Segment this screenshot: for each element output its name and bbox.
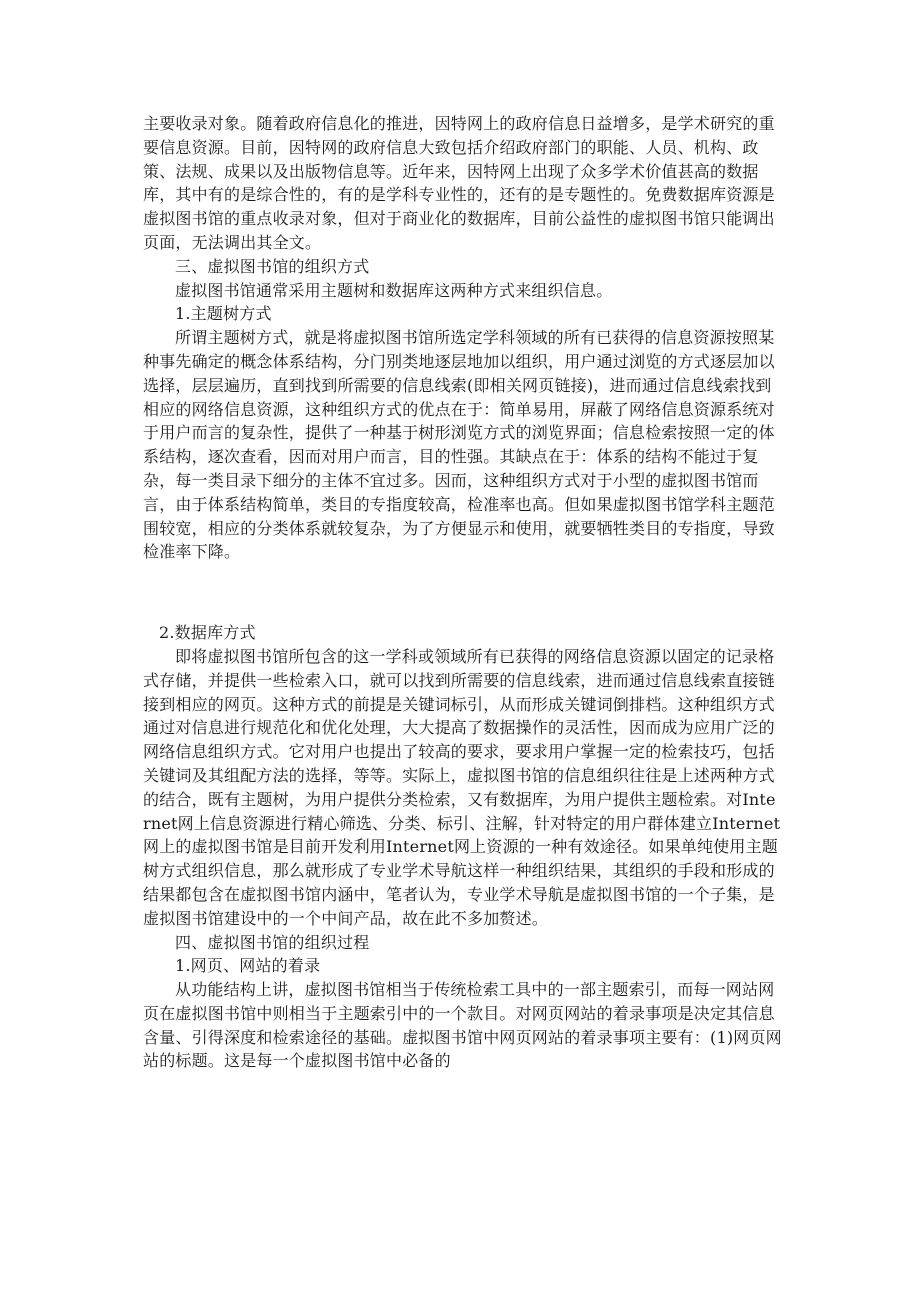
cataloging-paragraph: 从功能结构上讲，虚拟图书馆相当于传统检索工具中的一部主题索引，而每一网站网页在虚拟图书馆中则相当于主题索引中的一个款目。对网页网站的着录事项是决定其信息含量、引得深度和检索途径的基础。虚拟图书馆中网页网站的着录事项主要有：(1)网页网站的标题。这是每一个虚拟图书馆中必备的 bbox=[143, 980, 782, 1071]
section-heading-organization-methods: 三、虚拟图书馆的组织方式 bbox=[175, 256, 370, 276]
document-page bbox=[143, 112, 783, 1073]
subject-tree-paragraph: 所谓主题树方式，就是将虚拟图书馆所选定学科领域的所有已获得的信息资源按照某种事先确定的概念体系结构，分门别类地逐层地加以组织，用户通过浏览的方式逐层加以选择，层层遍历，直到找到所需要的信息线索(即相关网页链接)，进而通过信息线索找到相应的网络信息资源，这种组织方式的优点在于：简单易用，屏蔽了网络信息资源系统对于用户而言的复杂性，提供了一种基于树形浏览方式的浏览界面；信息检索按照一定的体系结构，逐次查看，因而对用户而言，目的性强。其缺点在于：体系的结构不能过于复杂，每一类目录下细分的主体不宜过多。因而，这种组织方式对于小型的虚拟图书馆而言，由于体系结构简单，类目的专指度较高，检准率也高。但如果虚拟图书馆学科主题范围较宽，相应的分类体系就较复杂，为了方便显示和使用，就要牺牲类目的专指度，导致检准率下降。 bbox=[143, 328, 775, 562]
subheading-database: 2.数据库方式 bbox=[159, 623, 256, 643]
section-heading-organization-process: 四、虚拟图书馆的组织过程 bbox=[175, 932, 370, 952]
page-break-gap bbox=[143, 564, 783, 621]
organization-methods-intro-paragraph: 虚拟图书馆通常采用主题树和数据库这两种方式来组织信息。 bbox=[175, 280, 613, 300]
intro-paragraph: 主要收录对象。随着政府信息化的推进，因特网上的政府信息日益增多，是学术研究的重要信息资源。目前，因特网的政府信息大致包括介绍政府部门的职能、人员、机构、政策、法规、成果以及出版物信息等。近年来，因特网上出现了众多学术价值甚高的数据库，其中有的是综合性的，有的是学科专业性的，还有的是专题性的。免费数据库资源是虚拟图书馆的重点收录对象，但对于商业化的数据库，目前公益性的虚拟图书馆只能调出页面，无法调出其全文。 bbox=[143, 114, 775, 252]
subheading-subject-tree: 1.主题树方式 bbox=[175, 304, 272, 324]
subheading-cataloging: 1.网页、网站的着录 bbox=[175, 956, 321, 976]
database-paragraph: 即将虚拟图书馆所包含的这一学科或领域所有已获得的网络信息资源以固定的记录格式存储，并提供一些检索入口，就可以找到所需要的信息线索，进而通过信息线索直接链接到相应的网页。这种方式的前提是关键词标引，从而形成关键词倒排档。这种组织方式通过对信息进行规范化和优化处理，大大提高了数据操作的灵活性，因而成为应用广泛的网络信息组织方式。它对用户也提出了较高的要求，要求用户掌握一定的检索技巧，包括关键词及其组配方法的选择，等等。实际上，虚拟图书馆的信息组织往往是上述两种方式的结合，既有主题树，为用户提供分类检索，又有数据库，为用户提供主题检索。对Internet网上信息资源进行精心筛选、分类、标引、注解，针对特定的用户群体建立Internet网上的虚拟图书馆是目前开发利用Internet网上资源的一种有效途径。如果单纯使用主题树方式组织信息，那么就形成了专业学术导航这样一种组织结果，其组织的手段和形成的结果都包含在虚拟图书馆内涵中，笔者认为，专业学术导航是虚拟图书馆的一个子集，是虚拟图书馆建设中的一个中间产品，故在此不多加赘述。 bbox=[143, 646, 781, 928]
